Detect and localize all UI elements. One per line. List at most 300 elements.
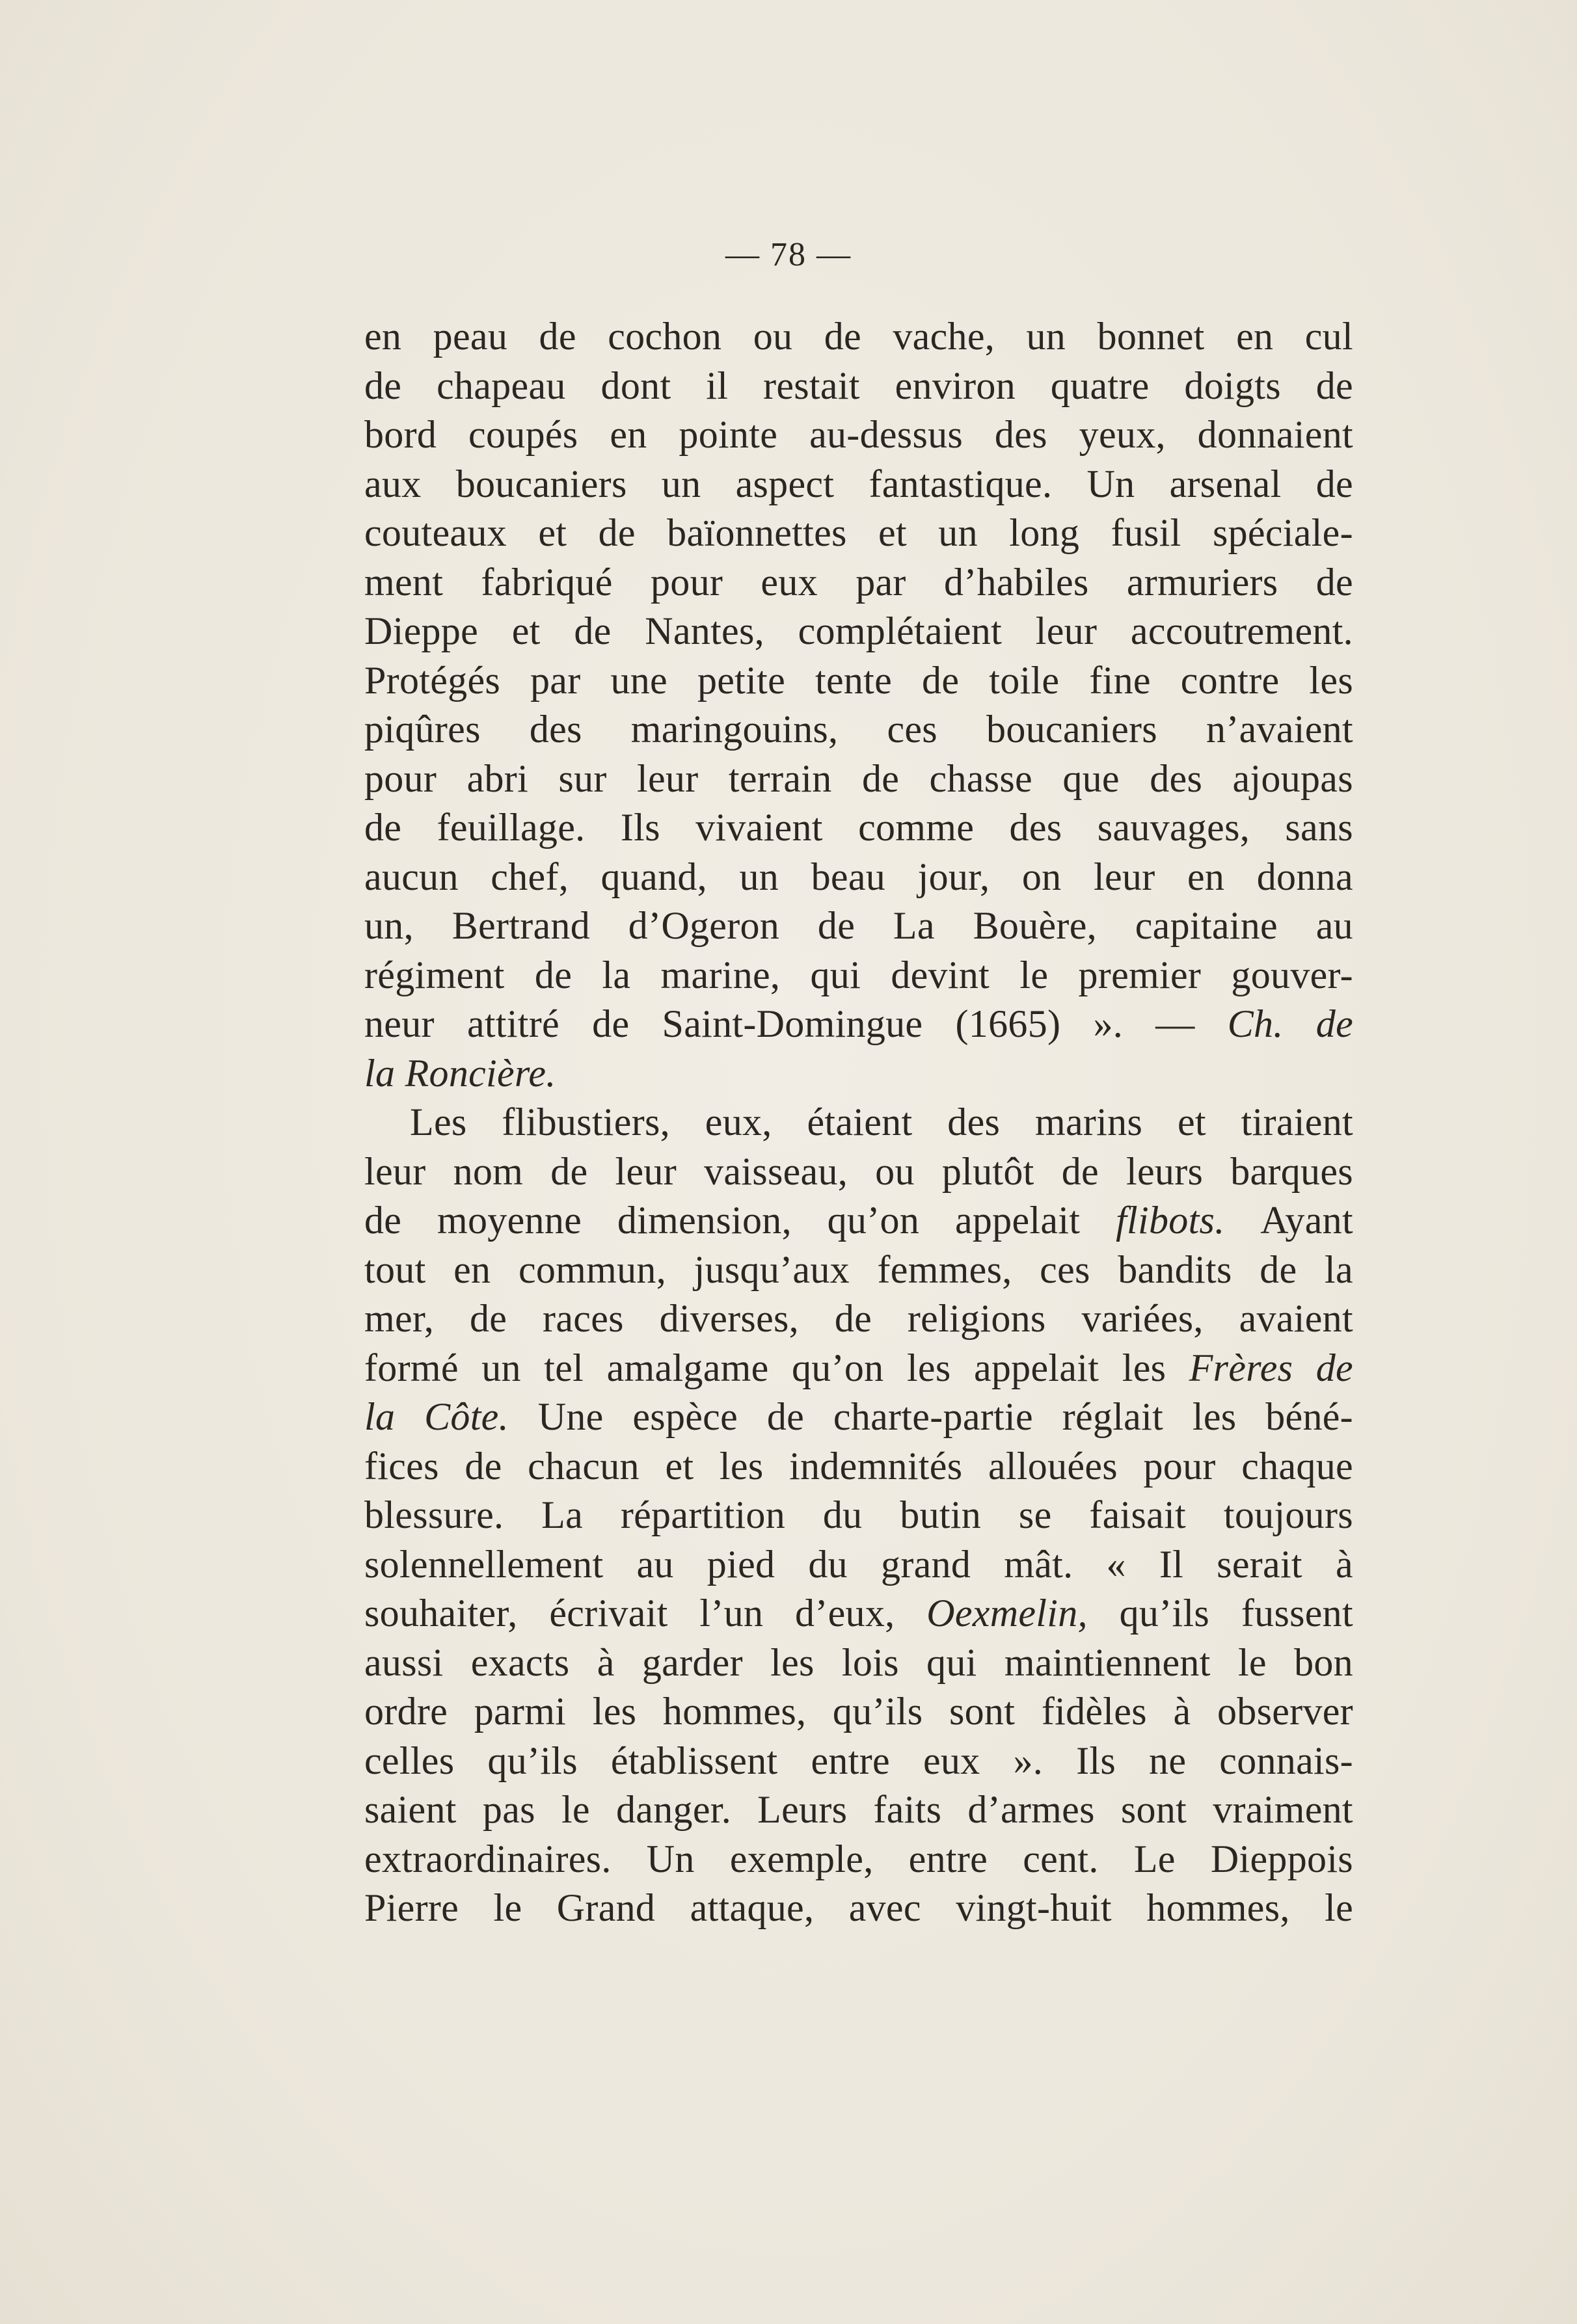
word: réglait [1062, 1395, 1164, 1438]
text-line [364, 1000, 1353, 1049]
word: Frères [1189, 1346, 1293, 1389]
text-line [364, 312, 1353, 362]
word: serait [1217, 1542, 1302, 1586]
word: beau [811, 855, 886, 898]
text-line [364, 1098, 1353, 1147]
text-line [364, 1884, 1353, 1933]
word: de [1315, 1346, 1353, 1389]
word: sauvages, [1097, 806, 1250, 849]
word: arsenal [1169, 462, 1282, 505]
word: à [597, 1640, 615, 1684]
word: religions [907, 1297, 1046, 1340]
word: fidèles [1041, 1690, 1147, 1733]
word: chef, [491, 855, 569, 898]
text-line [364, 1246, 1353, 1295]
word: piqûres [364, 708, 481, 751]
word: de [1315, 462, 1353, 505]
word: races [543, 1297, 624, 1340]
word: les [1309, 658, 1353, 702]
word: leurs [1126, 1149, 1204, 1193]
word: et [538, 511, 567, 554]
word: et [511, 609, 541, 652]
word: butin [900, 1493, 982, 1536]
word: tiraient [1241, 1101, 1353, 1143]
word: la [602, 953, 631, 996]
word: béné- [1265, 1395, 1353, 1438]
word: indemnités [789, 1444, 963, 1488]
word: de [364, 806, 402, 849]
text-line [364, 1294, 1353, 1344]
word: observer [1217, 1690, 1353, 1733]
word: en [1236, 315, 1274, 358]
word: premier [1078, 953, 1202, 996]
word: de [766, 1395, 805, 1438]
word: fices [364, 1444, 439, 1488]
word: ne [1149, 1739, 1187, 1782]
word: quand, [600, 855, 707, 898]
word: n’avaient [1206, 708, 1353, 751]
word: ment [364, 560, 444, 604]
text-line [364, 951, 1353, 1000]
word: pour [1143, 1444, 1216, 1488]
word: d’habiles [943, 560, 1089, 604]
text-line [364, 558, 1353, 608]
word: un [661, 462, 701, 505]
word: aspect [735, 462, 835, 505]
word: hommes, [662, 1690, 807, 1733]
word: fabriqué [481, 560, 613, 604]
word: en [1187, 855, 1225, 898]
word: commun, [518, 1248, 667, 1291]
text-line [364, 853, 1353, 902]
word: eux, [705, 1101, 772, 1143]
word: de [534, 953, 573, 996]
word: Saint-Domingue [662, 1002, 923, 1045]
word: d’armes [967, 1788, 1095, 1831]
word: Pierre [364, 1886, 459, 1929]
word: Ayant [1260, 1199, 1353, 1242]
word: long [1009, 511, 1080, 554]
word: au [636, 1542, 674, 1586]
word: Oexmelin, [926, 1592, 1088, 1635]
word: les [719, 1444, 764, 1488]
word: fusil [1111, 511, 1181, 554]
word: ces [1040, 1248, 1090, 1291]
word: Bouère, [973, 904, 1097, 947]
word: d’Ogeron [628, 904, 780, 947]
word: Leurs [757, 1788, 848, 1831]
word: des [1150, 756, 1203, 800]
word: le [1237, 1640, 1267, 1684]
word: le [1019, 953, 1049, 996]
word: et [1177, 1101, 1206, 1143]
word: Le [1133, 1837, 1176, 1880]
word: Côte. [424, 1395, 509, 1438]
word: cent. [1023, 1837, 1099, 1880]
word: de [834, 1297, 872, 1340]
word: par [856, 560, 906, 604]
text-line [364, 1393, 1353, 1442]
word: — [1155, 1002, 1195, 1045]
word: eux [923, 1739, 980, 1782]
word: baïonnettes [667, 511, 847, 554]
word: les [906, 1346, 951, 1389]
word: qu’ils [832, 1690, 923, 1733]
word: souhaiter, [364, 1592, 518, 1635]
word: de [824, 315, 861, 358]
word: en [610, 413, 647, 456]
word: leur [637, 756, 699, 800]
word: d’eux, [795, 1592, 895, 1635]
word: doigts [1184, 364, 1281, 407]
word: environ [895, 364, 1016, 407]
word: (1665) [955, 1002, 1061, 1045]
word: les [1122, 1346, 1166, 1389]
word: du [808, 1542, 848, 1586]
word: connais- [1219, 1739, 1353, 1782]
word: chacun [528, 1444, 640, 1488]
word: avaient [1239, 1297, 1353, 1340]
word: nom [453, 1149, 524, 1193]
word: de [817, 904, 856, 947]
word: tel [544, 1346, 584, 1389]
word: la [364, 1395, 396, 1438]
word: quatre [1050, 364, 1150, 407]
word: charte-partie [833, 1395, 1033, 1438]
word: des [994, 413, 1047, 456]
text-line [364, 1540, 1353, 1590]
word: de [1061, 1149, 1099, 1193]
text-line [364, 362, 1353, 411]
word: et [878, 511, 907, 554]
word: grand [881, 1542, 971, 1586]
word: Nantes, [645, 609, 764, 652]
word: formé [364, 1346, 459, 1389]
word: entre [908, 1837, 988, 1880]
word: parmi [474, 1690, 567, 1733]
word: avec [848, 1886, 921, 1929]
word: un [1026, 315, 1066, 358]
word: chasse [929, 756, 1032, 800]
word: attaque, [690, 1886, 815, 1929]
word: leur [1035, 609, 1098, 652]
word: Les [410, 1101, 467, 1143]
word: mât. [1004, 1542, 1073, 1586]
word: Il [1159, 1542, 1184, 1586]
text-line [364, 1687, 1353, 1737]
word: sur [558, 756, 607, 800]
word: attitré [466, 1002, 559, 1045]
word: pointe [679, 413, 778, 456]
word: pied [707, 1542, 775, 1586]
word: diverses, [659, 1297, 799, 1340]
word: aux [364, 462, 422, 505]
text-line [364, 1785, 1353, 1835]
word: capitaine [1135, 904, 1278, 947]
word: jour, [917, 855, 990, 898]
word: écrivait [549, 1592, 668, 1635]
word: ou [753, 315, 793, 358]
word: qu’on [792, 1346, 884, 1389]
word: boucaniers [455, 462, 627, 505]
word: danger. [615, 1788, 732, 1831]
word: de [539, 315, 576, 358]
word: vingt-huit [956, 1886, 1112, 1929]
word: Un [646, 1837, 695, 1880]
word: flibustiers, [502, 1101, 670, 1143]
word: barques [1230, 1149, 1353, 1193]
word: plutôt [941, 1149, 1034, 1193]
word: vivaient [695, 806, 823, 849]
word: au-dessus [809, 413, 964, 456]
text-line [364, 607, 1353, 656]
word: du [822, 1493, 863, 1536]
word: il [706, 364, 729, 407]
word: fussent [1241, 1592, 1353, 1635]
word: armuriers [1126, 560, 1278, 604]
word: toujours [1223, 1493, 1353, 1536]
word: maringouins, [630, 708, 839, 751]
word: bord [364, 413, 437, 456]
text-line [364, 1049, 1353, 1099]
word: ajoupas [1232, 756, 1353, 800]
word: de [592, 1002, 630, 1045]
word: de [465, 1444, 502, 1488]
word: ces [887, 708, 937, 751]
word: couteaux [364, 511, 507, 554]
word: sans [1285, 806, 1353, 849]
word: des [529, 708, 582, 751]
word: eux [761, 560, 818, 604]
word: exemple, [729, 1837, 874, 1880]
word: maintiennent [1004, 1640, 1211, 1684]
word: jusqu’aux [694, 1248, 850, 1291]
text-line [364, 1491, 1353, 1540]
word: au [1315, 904, 1353, 947]
word: chaque [1241, 1444, 1353, 1488]
word: se [1018, 1493, 1052, 1536]
word: des [1009, 806, 1062, 849]
word: sont [949, 1690, 1016, 1733]
word: vraiment [1213, 1788, 1353, 1831]
word: bon [1294, 1640, 1353, 1684]
word: espèce [632, 1395, 738, 1438]
text-line [364, 1638, 1353, 1688]
text-line [364, 1147, 1353, 1197]
word: Dieppois [1210, 1837, 1353, 1880]
word: garder [641, 1640, 743, 1684]
word: l’un [699, 1592, 764, 1635]
word: neur [364, 1002, 435, 1045]
word: répartition [620, 1493, 786, 1536]
word: Une [537, 1395, 604, 1438]
word: les [592, 1690, 637, 1733]
word: Ils [1076, 1739, 1116, 1782]
word: feuillage. [437, 806, 586, 849]
word: régiment [364, 953, 505, 996]
word: les [1192, 1395, 1237, 1438]
word: cochon [608, 315, 722, 358]
word: La [541, 1493, 584, 1536]
word: hommes, [1146, 1886, 1290, 1929]
word: toile [989, 658, 1060, 702]
word: ou [875, 1149, 915, 1193]
word: leur [364, 1149, 426, 1193]
word: Ch. [1227, 1002, 1284, 1045]
word: pour [650, 560, 723, 604]
word: bandits [1118, 1248, 1232, 1291]
word: la Roncière. [364, 1051, 556, 1095]
word: allouées [988, 1444, 1118, 1488]
word: complétaient [798, 609, 1003, 652]
word: chapeau [437, 364, 566, 407]
word: faisait [1089, 1493, 1187, 1536]
word: par [530, 658, 581, 702]
word: faits [873, 1788, 942, 1831]
word: donna [1256, 855, 1353, 898]
word: « [1106, 1542, 1126, 1586]
word: extraordinaires. [364, 1837, 612, 1880]
word: moyenne [437, 1199, 582, 1242]
word: coupés [468, 413, 578, 456]
word: de [469, 1297, 507, 1340]
word: Bertrand [452, 904, 590, 947]
text-line [364, 1442, 1353, 1491]
word: de [922, 658, 960, 702]
text-line [364, 1835, 1353, 1884]
word: devint [891, 953, 990, 996]
word: aucun [364, 855, 459, 898]
text-line [364, 1196, 1353, 1246]
word: terrain [728, 756, 832, 800]
text-line [364, 902, 1353, 951]
word: qui [926, 1640, 977, 1684]
word: vaisseau, [704, 1149, 848, 1193]
word: mer, [364, 1297, 435, 1340]
word: cul [1304, 315, 1353, 358]
word: des [947, 1101, 1001, 1143]
word: Dieppe [364, 609, 479, 652]
word: fine [1089, 658, 1151, 702]
word: de [574, 609, 612, 652]
word: lois [841, 1640, 899, 1684]
word: qu’ils [1119, 1592, 1210, 1635]
word: de [598, 511, 636, 554]
word: gouver- [1231, 953, 1353, 996]
word: marins [1035, 1101, 1143, 1143]
word: ordre [364, 1690, 448, 1733]
word: dont [600, 364, 671, 407]
word: de [1315, 364, 1353, 407]
word: en [364, 315, 402, 358]
word: de [1315, 1002, 1353, 1045]
word: le [493, 1886, 522, 1929]
word: la [1325, 1248, 1353, 1291]
word: celles [364, 1739, 455, 1782]
text-line [364, 460, 1353, 509]
word: leur [615, 1149, 677, 1193]
text-line [364, 803, 1353, 853]
word: pas [482, 1788, 535, 1831]
text-line [364, 1344, 1353, 1393]
word: tout [364, 1248, 426, 1291]
text-line [364, 755, 1353, 804]
word: fantastique. [869, 462, 1053, 505]
word: restait [763, 364, 860, 407]
word: marine, [660, 953, 781, 996]
word: spéciale- [1212, 511, 1353, 554]
word: amalgame [606, 1346, 769, 1389]
word: Un [1086, 462, 1135, 505]
word: les [770, 1640, 815, 1684]
word: appelait [973, 1346, 1099, 1389]
word: petite [697, 658, 786, 702]
word: donnaient [1197, 413, 1353, 456]
page-number: — 78 — [725, 236, 852, 273]
word: un, [364, 904, 414, 947]
word: de [364, 364, 402, 407]
word: aussi [364, 1640, 444, 1684]
text-line [364, 1737, 1353, 1786]
word: femmes, [877, 1248, 1012, 1291]
word: on [1021, 855, 1062, 898]
word: sont [1120, 1788, 1187, 1831]
word: à [1335, 1542, 1353, 1586]
word: de [1260, 1248, 1297, 1291]
word: abri [466, 756, 529, 800]
word: peau [433, 315, 508, 358]
word: un [938, 511, 978, 554]
word: contre [1180, 658, 1280, 702]
word: Ils [620, 806, 660, 849]
word: une [610, 658, 667, 702]
text-line [364, 656, 1353, 706]
word: variées, [1081, 1297, 1204, 1340]
word: et [665, 1444, 694, 1488]
word: comme [858, 806, 975, 849]
body-text [364, 312, 1353, 1933]
word: établissent [610, 1739, 778, 1782]
word: étaient [807, 1101, 913, 1143]
word: de [550, 1149, 588, 1193]
word: un [481, 1346, 521, 1389]
word: solennellement [364, 1542, 604, 1586]
word: boucaniers [986, 708, 1157, 751]
word: appelait [954, 1199, 1081, 1242]
word: La [893, 904, 935, 947]
word: entre [811, 1739, 890, 1782]
word: pour [364, 756, 437, 800]
word: yeux, [1079, 413, 1166, 456]
word: tente [815, 658, 893, 702]
word: le [1325, 1886, 1353, 1929]
word: ». [1013, 1739, 1044, 1782]
word: flibots. [1116, 1199, 1225, 1242]
word: qu’ils [487, 1739, 578, 1782]
word: ». [1093, 1002, 1124, 1045]
word: Protégés [364, 658, 501, 702]
word: exacts [470, 1640, 570, 1684]
word: blessure. [364, 1493, 504, 1536]
word: de [1315, 560, 1353, 604]
word: leur [1094, 855, 1155, 898]
word: Grand [556, 1886, 656, 1929]
word: dimension, [617, 1199, 792, 1242]
word: en [453, 1248, 491, 1291]
word: un [739, 855, 779, 898]
word: de [364, 1199, 402, 1242]
word: de [861, 756, 900, 800]
